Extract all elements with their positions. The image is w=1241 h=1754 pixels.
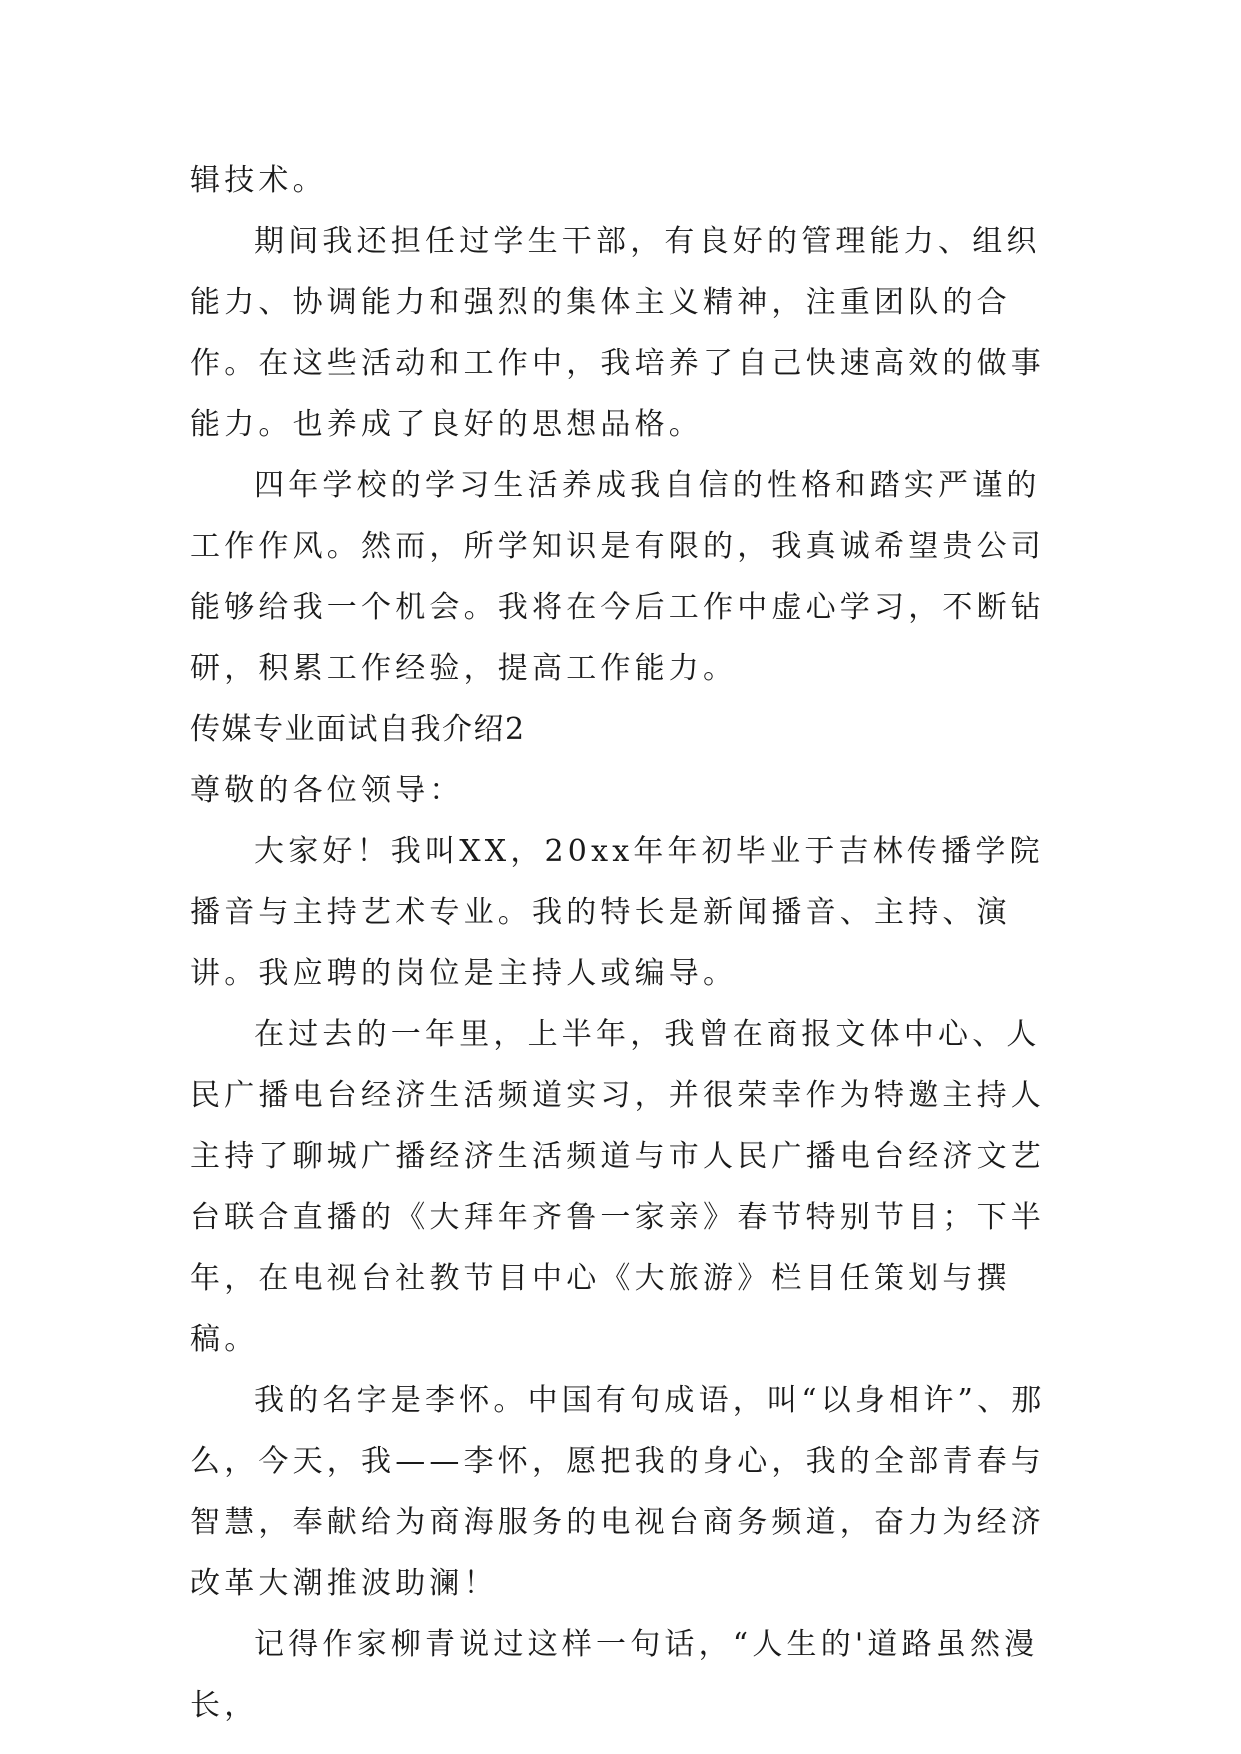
section-heading: 传媒专业面试自我介绍2 bbox=[190, 712, 526, 747]
salutation: 尊敬的各位领导： bbox=[190, 773, 464, 808]
paragraph: 期间我还担任过学生干部，有良好的管理能力、组织能力、协调能力和强烈的集体主义精神，注重团队的合作。在这些活动和工作中，我培养了自己快速高效的做事能力。也养成了良好的思想品格。 bbox=[190, 224, 1045, 442]
paragraph: 四年学校的学习生活养成我自信的性格和踏实严谨的工作作风。然而，所学知识是有限的，我真诚希望贵公司能够给我一个机会。我将在今后工作中虚心学习，不断钻研，积累工作经验，提高工作能力。 bbox=[190, 468, 1045, 686]
paragraph: 我的名字是李怀。中国有句成语，叫“以身相许”、那么，今天，我——李怀，愿把我的身心，我的全部青春与智慧，奉献给为商海服务的电视台商务频道，奋力为经济改革大潮推波助澜！ bbox=[190, 1383, 1046, 1601]
paragraph: 在过去的一年里，上半年，我曾在商报文体中心、人民广播电台经济生活频道实习，并很荣幸作为特邀主持人主持了聊城广播经济生活频道与市人民广播电台经济文艺台联合直播的《大拜年齐鲁一家亲》春节特别节目；下半年，在电视台社教节目中心《大旅游》栏目任策划与撰稿。 bbox=[190, 1017, 1045, 1357]
paragraph: 辑技术。 bbox=[190, 163, 327, 198]
document-body bbox=[190, 150, 1060, 1736]
paragraph: 记得作家柳青说过这样一句话，“人生的'道路虽然漫长， bbox=[190, 1627, 1039, 1723]
paragraph: 大家好！我叫XX，20xx年年初毕业于吉林传播学院播音与主持艺术专业。我的特长是新闻播音、主持、演讲。我应聘的岗位是主持人或编导。 bbox=[190, 834, 1044, 991]
